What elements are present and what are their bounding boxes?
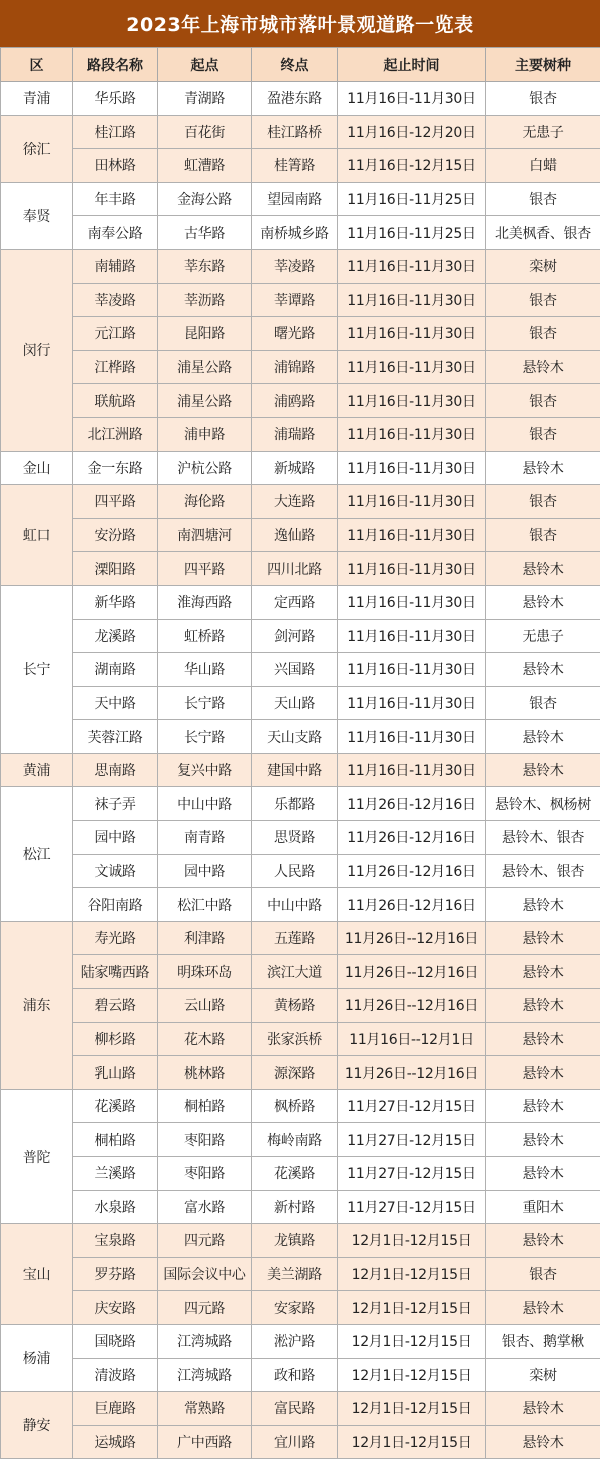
header-period: 起止时间 [338,48,486,82]
table-row [1,1190,600,1224]
table-row [1,451,600,485]
road-name-cell: 四平路 [73,485,158,519]
period-cell: 11月27日-12月15日 [338,1123,486,1157]
tree-species-cell: 北美枫香、银杏 [486,216,600,250]
end-point-cell: 定西路 [252,585,338,619]
tree-species-cell: 悬铃木 [486,451,600,485]
start-point-cell: 浦星公路 [158,384,252,418]
start-point-cell: 桃林路 [158,1056,252,1090]
start-point-cell: 南泗塘河 [158,518,252,552]
table-row [1,821,600,855]
header-end-point: 终点 [252,48,338,82]
tree-species-cell: 白蜡 [486,149,600,183]
tree-species-cell: 悬铃木 [486,1157,600,1191]
road-name-cell: 乳山路 [73,1056,158,1090]
district-cell: 虹口 [1,485,73,586]
start-point-cell: 常熟路 [158,1392,252,1426]
tree-species-cell: 悬铃木 [486,1123,600,1157]
end-point-cell: 枫桥路 [252,1089,338,1123]
table-row [1,518,600,552]
header-start-point: 起点 [158,48,252,82]
tree-species-cell: 重阳木 [486,1190,600,1224]
table-row [1,1324,600,1358]
end-point-cell: 盈港东路 [252,82,338,116]
tree-species-cell: 悬铃木 [486,989,600,1023]
end-point-cell: 源深路 [252,1056,338,1090]
period-cell: 11月16日-11月30日 [338,552,486,586]
tree-species-cell: 悬铃木 [486,585,600,619]
start-point-cell: 南青路 [158,821,252,855]
road-name-cell: 园中路 [73,821,158,855]
district-cell: 浦东 [1,921,73,1089]
end-point-cell: 大连路 [252,485,338,519]
end-point-cell: 人民路 [252,854,338,888]
district-cell: 普陀 [1,1089,73,1223]
table-row [1,888,600,922]
road-name-cell: 国晓路 [73,1324,158,1358]
start-point-cell: 明珠环岛 [158,955,252,989]
table-row [1,585,600,619]
start-point-cell: 四元路 [158,1291,252,1325]
table-row [1,1224,600,1258]
period-cell: 11月26日--12月16日 [338,921,486,955]
end-point-cell: 乐都路 [252,787,338,821]
end-point-cell: 政和路 [252,1358,338,1392]
start-point-cell: 莘东路 [158,249,252,283]
table-body [1,82,600,1459]
start-point-cell: 沪杭公路 [158,451,252,485]
end-point-cell: 张家浜桥 [252,1022,338,1056]
table-row [1,82,600,116]
table-row [1,283,600,317]
tree-species-cell: 悬铃木 [486,1392,600,1426]
table-row [1,989,600,1023]
district-cell: 闵行 [1,249,73,451]
end-point-cell: 逸仙路 [252,518,338,552]
tree-species-cell: 银杏 [486,182,600,216]
table-row [1,1056,600,1090]
table-row [1,619,600,653]
table-row [1,1257,600,1291]
period-cell: 12月1日-12月15日 [338,1224,486,1258]
start-point-cell: 莘沥路 [158,283,252,317]
tree-species-cell: 悬铃木 [486,552,600,586]
start-point-cell: 江湾城路 [158,1324,252,1358]
tree-species-cell: 悬铃木 [486,720,600,754]
table-row [1,787,600,821]
start-point-cell: 花木路 [158,1022,252,1056]
table-row [1,753,600,787]
start-point-cell: 桐柏路 [158,1089,252,1123]
period-cell: 11月16日-11月30日 [338,753,486,787]
road-name-cell: 庆安路 [73,1291,158,1325]
start-point-cell: 海伦路 [158,485,252,519]
tree-species-cell: 无患子 [486,115,600,149]
table-row [1,115,600,149]
start-point-cell: 富水路 [158,1190,252,1224]
road-name-cell: 天中路 [73,686,158,720]
end-point-cell: 浦鸥路 [252,384,338,418]
start-point-cell: 松汇中路 [158,888,252,922]
table-row [1,1123,600,1157]
start-point-cell: 广中西路 [158,1425,252,1459]
district-cell: 静安 [1,1392,73,1459]
road-name-cell: 文诚路 [73,854,158,888]
period-cell: 11月16日-11月30日 [338,82,486,116]
table-row [1,485,600,519]
period-cell: 12月1日-12月15日 [338,1358,486,1392]
table-row [1,149,600,183]
period-cell: 11月26日-12月16日 [338,888,486,922]
header-road-name: 路段名称 [73,48,158,82]
district-cell: 奉贤 [1,182,73,249]
table-row [1,317,600,351]
period-cell: 12月1日-12月15日 [338,1392,486,1426]
road-name-cell: 花溪路 [73,1089,158,1123]
road-name-cell: 北江洲路 [73,417,158,451]
road-name-cell: 南辅路 [73,249,158,283]
end-point-cell: 天山路 [252,686,338,720]
end-point-cell: 兴国路 [252,653,338,687]
road-name-cell: 陆家嘴西路 [73,955,158,989]
tree-species-cell: 悬铃木 [486,1291,600,1325]
district-cell: 青浦 [1,82,73,116]
district-cell: 长宁 [1,585,73,753]
end-point-cell: 安家路 [252,1291,338,1325]
tree-species-cell: 悬铃木 [486,888,600,922]
road-name-cell: 金一东路 [73,451,158,485]
end-point-cell: 思贤路 [252,821,338,855]
district-cell: 松江 [1,787,73,921]
road-name-cell: 新华路 [73,585,158,619]
end-point-cell: 花溪路 [252,1157,338,1191]
road-name-cell: 清波路 [73,1358,158,1392]
start-point-cell: 金海公路 [158,182,252,216]
start-point-cell: 淮海西路 [158,585,252,619]
period-cell: 11月16日--12月1日 [338,1022,486,1056]
road-name-cell: 宝泉路 [73,1224,158,1258]
tree-species-cell: 银杏 [486,686,600,720]
road-name-cell: 田林路 [73,149,158,183]
table-row [1,182,600,216]
table-row [1,1358,600,1392]
road-name-cell: 华乐路 [73,82,158,116]
start-point-cell: 云山路 [158,989,252,1023]
end-point-cell: 淞沪路 [252,1324,338,1358]
tree-species-cell: 栾树 [486,1358,600,1392]
start-point-cell: 百花街 [158,115,252,149]
tree-species-cell: 栾树 [486,249,600,283]
period-cell: 11月26日-12月16日 [338,787,486,821]
district-cell: 黄浦 [1,753,73,787]
end-point-cell: 新村路 [252,1190,338,1224]
end-point-cell: 新城路 [252,451,338,485]
tree-species-cell: 悬铃木 [486,1224,600,1258]
table-row [1,921,600,955]
start-point-cell: 华山路 [158,653,252,687]
road-name-cell: 思南路 [73,753,158,787]
header-tree-species: 主要树种 [486,48,600,82]
road-name-cell: 元江路 [73,317,158,351]
road-name-cell: 南奉公路 [73,216,158,250]
road-name-cell: 安汾路 [73,518,158,552]
tree-species-cell: 悬铃木 [486,955,600,989]
table-row [1,417,600,451]
start-point-cell: 枣阳路 [158,1157,252,1191]
period-cell: 11月26日--12月16日 [338,955,486,989]
road-name-cell: 罗芬路 [73,1257,158,1291]
table-row [1,955,600,989]
tree-species-cell: 银杏 [486,283,600,317]
header-district: 区 [1,48,73,82]
district-cell: 徐汇 [1,115,73,182]
period-cell: 11月27日-12月15日 [338,1190,486,1224]
road-name-cell: 年丰路 [73,182,158,216]
start-point-cell: 复兴中路 [158,753,252,787]
period-cell: 11月16日-11月30日 [338,249,486,283]
end-point-cell: 建国中路 [252,753,338,787]
period-cell: 11月26日-12月16日 [338,821,486,855]
end-point-cell: 五莲路 [252,921,338,955]
road-name-cell: 兰溪路 [73,1157,158,1191]
start-point-cell: 中山中路 [158,787,252,821]
end-point-cell: 天山支路 [252,720,338,754]
start-point-cell: 浦申路 [158,417,252,451]
period-cell: 11月16日-11月30日 [338,720,486,754]
period-cell: 11月16日-11月30日 [338,384,486,418]
tree-species-cell: 银杏 [486,82,600,116]
period-cell: 12月1日-12月15日 [338,1425,486,1459]
period-cell: 11月16日-11月25日 [338,216,486,250]
end-point-cell: 黄杨路 [252,989,338,1023]
end-point-cell: 美兰湖路 [252,1257,338,1291]
period-cell: 11月16日-11月30日 [338,485,486,519]
district-cell: 杨浦 [1,1324,73,1391]
start-point-cell: 四元路 [158,1224,252,1258]
end-point-cell: 桂箐路 [252,149,338,183]
road-name-cell: 龙溪路 [73,619,158,653]
end-point-cell: 宜川路 [252,1425,338,1459]
start-point-cell: 昆阳路 [158,317,252,351]
end-point-cell: 桂江路桥 [252,115,338,149]
period-cell: 11月16日-11月30日 [338,317,486,351]
end-point-cell: 梅岭南路 [252,1123,338,1157]
tree-species-cell: 悬铃木 [486,1022,600,1056]
tree-species-cell: 银杏 [486,485,600,519]
start-point-cell: 四平路 [158,552,252,586]
end-point-cell: 滨江大道 [252,955,338,989]
end-point-cell: 望园南路 [252,182,338,216]
period-cell: 12月1日-12月15日 [338,1291,486,1325]
road-name-cell: 联航路 [73,384,158,418]
tree-species-cell: 悬铃木 [486,1089,600,1123]
table-row [1,216,600,250]
end-point-cell: 浦瑞路 [252,417,338,451]
road-name-cell: 运城路 [73,1425,158,1459]
end-point-cell: 四川北路 [252,552,338,586]
district-cell: 金山 [1,451,73,485]
period-cell: 11月16日-11月30日 [338,619,486,653]
table-row [1,1022,600,1056]
start-point-cell: 国际会议中心 [158,1257,252,1291]
road-name-cell: 溧阳路 [73,552,158,586]
start-point-cell: 利津路 [158,921,252,955]
end-point-cell: 中山中路 [252,888,338,922]
start-point-cell: 枣阳路 [158,1123,252,1157]
table-row [1,249,600,283]
tree-species-cell: 悬铃木 [486,753,600,787]
period-cell: 11月26日-12月16日 [338,854,486,888]
table-row [1,552,600,586]
table-row [1,384,600,418]
district-cell: 宝山 [1,1224,73,1325]
period-cell: 11月16日-12月15日 [338,149,486,183]
period-cell: 11月16日-12月20日 [338,115,486,149]
period-cell: 11月27日-12月15日 [338,1089,486,1123]
table-title: 2023年上海市城市落叶景观道路一览表 [0,0,600,47]
start-point-cell: 虹桥路 [158,619,252,653]
header-row [1,48,600,82]
tree-species-cell: 悬铃木、银杏 [486,854,600,888]
road-name-cell: 莘凌路 [73,283,158,317]
end-point-cell: 南桥城乡路 [252,216,338,250]
tree-species-cell: 悬铃木 [486,350,600,384]
table-row [1,720,600,754]
road-name-cell: 寿光路 [73,921,158,955]
road-name-cell: 桂江路 [73,115,158,149]
period-cell: 11月16日-11月30日 [338,283,486,317]
road-name-cell: 芙蓉江路 [73,720,158,754]
tree-species-cell: 银杏 [486,518,600,552]
road-name-cell: 湖南路 [73,653,158,687]
period-cell: 11月27日-12月15日 [338,1157,486,1191]
period-cell: 11月26日--12月16日 [338,989,486,1023]
road-name-cell: 桐柏路 [73,1123,158,1157]
end-point-cell: 剑河路 [252,619,338,653]
end-point-cell: 浦锦路 [252,350,338,384]
end-point-cell: 曙光路 [252,317,338,351]
table-row [1,1089,600,1123]
period-cell: 11月16日-11月30日 [338,585,486,619]
road-name-cell: 巨鹿路 [73,1392,158,1426]
table-row [1,1425,600,1459]
tree-species-cell: 悬铃木 [486,1425,600,1459]
table-row [1,653,600,687]
table-row [1,350,600,384]
tree-species-cell: 悬铃木 [486,1056,600,1090]
period-cell: 12月1日-12月15日 [338,1324,486,1358]
start-point-cell: 古华路 [158,216,252,250]
table-row [1,686,600,720]
road-name-cell: 江桦路 [73,350,158,384]
road-name-cell: 碧云路 [73,989,158,1023]
end-point-cell: 莘凌路 [252,249,338,283]
period-cell: 11月26日--12月16日 [338,1056,486,1090]
start-point-cell: 浦星公路 [158,350,252,384]
period-cell: 11月16日-11月30日 [338,518,486,552]
tree-species-cell: 悬铃木 [486,653,600,687]
tree-species-cell: 银杏 [486,417,600,451]
tree-species-cell: 银杏 [486,1257,600,1291]
tree-species-cell: 银杏 [486,384,600,418]
table-row [1,1392,600,1426]
start-point-cell: 江湾城路 [158,1358,252,1392]
period-cell: 11月16日-11月25日 [338,182,486,216]
end-point-cell: 莘谭路 [252,283,338,317]
tree-species-cell: 银杏 [486,317,600,351]
tree-species-cell: 无患子 [486,619,600,653]
tree-species-cell: 银杏、鹅掌楸 [486,1324,600,1358]
table-row [1,1291,600,1325]
start-point-cell: 长宁路 [158,720,252,754]
table-row [1,1157,600,1191]
period-cell: 12月1日-12月15日 [338,1257,486,1291]
start-point-cell: 青湖路 [158,82,252,116]
period-cell: 11月16日-11月30日 [338,451,486,485]
start-point-cell: 长宁路 [158,686,252,720]
start-point-cell: 虹漕路 [158,149,252,183]
start-point-cell: 园中路 [158,854,252,888]
street-table [0,47,600,1459]
period-cell: 11月16日-11月30日 [338,417,486,451]
road-name-cell: 谷阳南路 [73,888,158,922]
period-cell: 11月16日-11月30日 [338,686,486,720]
road-name-cell: 袜子弄 [73,787,158,821]
table-row [1,854,600,888]
end-point-cell: 龙镇路 [252,1224,338,1258]
road-name-cell: 水泉路 [73,1190,158,1224]
end-point-cell: 富民路 [252,1392,338,1426]
road-name-cell: 柳杉路 [73,1022,158,1056]
tree-species-cell: 悬铃木、枫杨树 [486,787,600,821]
tree-species-cell: 悬铃木 [486,921,600,955]
tree-species-cell: 悬铃木、银杏 [486,821,600,855]
period-cell: 11月16日-11月30日 [338,350,486,384]
period-cell: 11月16日-11月30日 [338,653,486,687]
